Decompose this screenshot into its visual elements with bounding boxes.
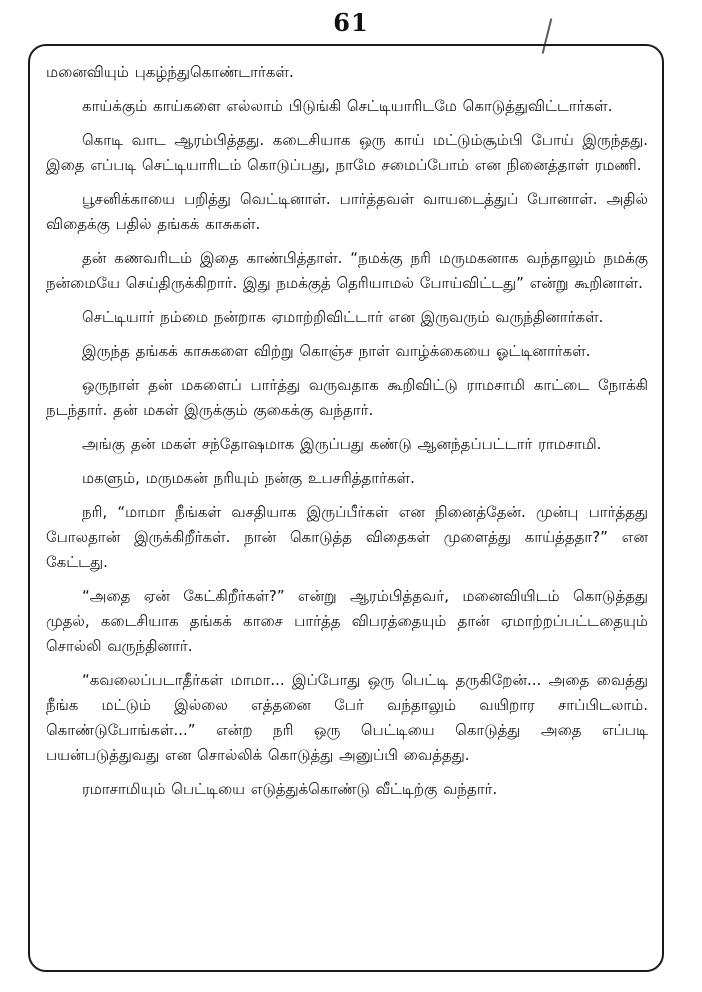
paragraph: மனைவியும் புகழ்ந்துகொண்டார்கள். [46, 63, 294, 81]
paragraph: நரி, “மாமா நீங்கள் வசதியாக இருப்பீர்கள் என நினைத்தேன். முன்பு பார்த்தது போலதான் இருக்கிறீர்கள். நான் கொடுத்த விதைகள் முளைத்து காய்த்ததா?” என கேட்டது. [46, 503, 648, 571]
paragraph: செட்டியார் நம்மை நன்றாக ஏமாற்றிவிட்டார் என இருவரும் வருந்தினார்கள். [82, 308, 604, 326]
paragraph: அங்கு தன் மகள் சந்தோஷமாக இருப்பது கண்டு ஆனந்தப்பட்டார் ராமசாமி. [82, 435, 602, 453]
paragraph: ரமாசாமியும் பெட்டியை எடுத்துக்கொண்டு வீட்டிற்கு வந்தார். [82, 780, 498, 798]
page-number: 61 [333, 8, 369, 37]
story-frame [28, 44, 664, 972]
paragraph: மகளும், மருமகன் நரியும் நன்கு உபசரித்தார்கள். [82, 469, 415, 487]
paragraph: ஒருநாள் தன் மகளைப் பார்த்து வருவதாக கூறிவிட்டு ராமசாமி காட்டை நோக்கி நடந்தார். தன் மகள் இருக்கும் குகைக்கு வந்தார். [46, 376, 648, 419]
paragraph: பூசனிக்காயை பறித்து வெட்டினாள். பார்த்தவள் வாயடைத்துப் போனாள். அதில் விதைக்கு பதில் தங்கக் காசுகள். [46, 190, 648, 233]
paragraph: “அதை ஏன் கேட்கிறீர்கள்?” என்று ஆரம்பித்தவர், மனைவியிடம் கொடுத்தது முதல், கடைசியாக தங்கக் காசை பார்த்த விபரத்தையும் தான் ஏமாற்றப்பட்டதையும் சொல்லி வருந்தினார். [46, 587, 648, 655]
paragraph: தன் கணவரிடம் இதை காண்பித்தாள். “நமக்கு நரி மருமகனாக வந்தாலும் நமக்கு நன்மையே செய்திருக்கிறார். இது நமக்குத் தெரியாமல் போய்விட்டது” என்று கூறினாள். [46, 249, 648, 292]
paragraph: “கவலைப்படாதீர்கள் மாமா... இப்போது ஒரு பெட்டி தருகிறேன்... அதை வைத்து நீங்க மட்டும் இல்லை எத்தனை பேர் வந்தாலும் வயிறார சாப்பிடலாம். கொண்டுபோங்கள்...” என்ற நரி ஒரு பெட்டியை கொடுத்து அதை எப்படி பயன்படுத்துவது என சொல்லிக் கொடுத்து அனுப்பி வைத்தது. [46, 671, 648, 764]
paragraph: கொடி வாட ஆரம்பித்தது. கடைசியாக ஒரு காய் மட்டும்சூம்பி போய் இருந்தது. இதை எப்படி செட்டியாரிடம் கொடுப்பது, நாமே சமைப்போம் என நினைத்தாள் ரமணி. [46, 131, 648, 174]
paragraph: இருந்த தங்கக் காசுகளை விற்று கொஞ்ச நாள் வாழ்க்கையை ஓட்டினார்கள். [82, 342, 591, 360]
paragraph: காய்க்கும் காய்களை எல்லாம் பிடுங்கி செட்டியாரிடமே கொடுத்துவிட்டார்கள். [82, 97, 613, 115]
